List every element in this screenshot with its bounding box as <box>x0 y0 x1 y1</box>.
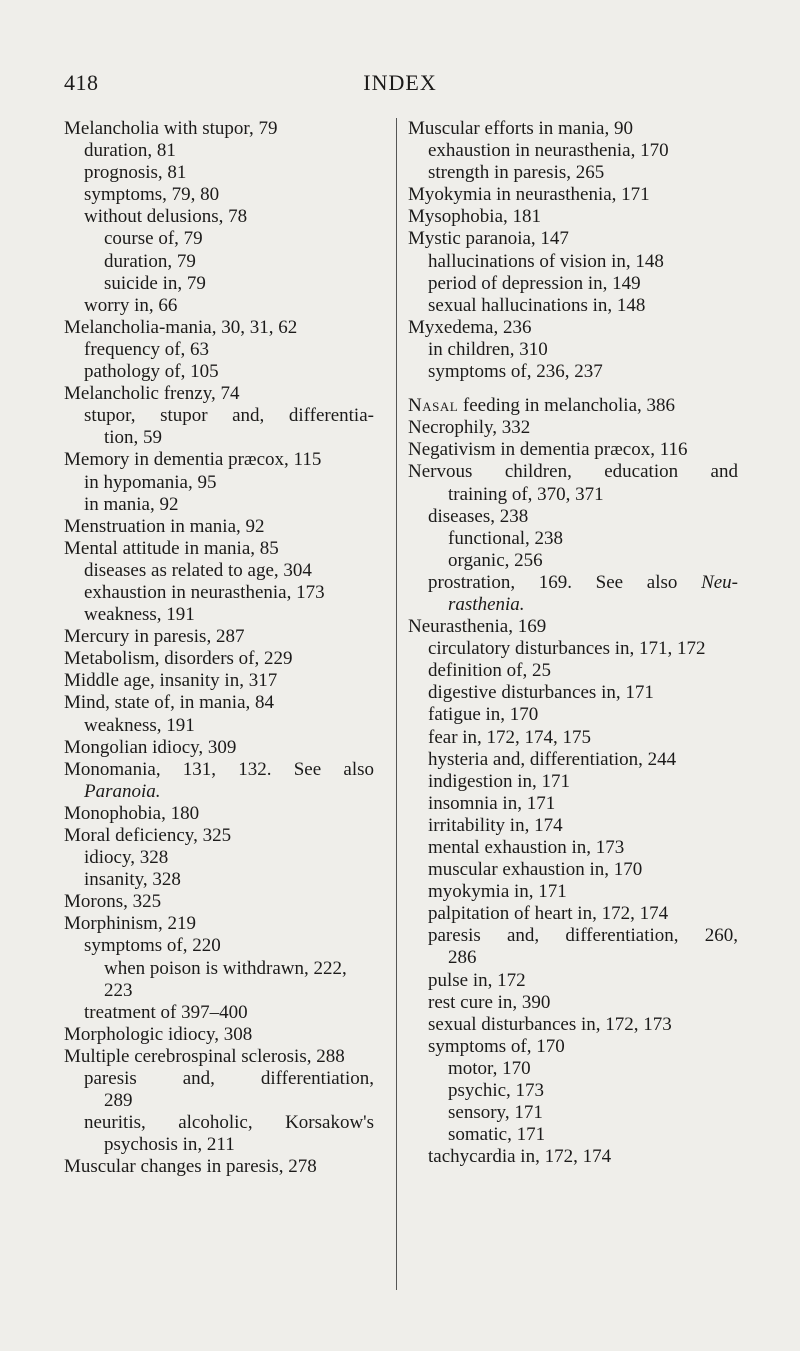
index-entry: Morphologic idiocy, 308 <box>64 1023 253 1045</box>
column-divider <box>396 118 397 1290</box>
index-entry: symptoms, 79, 80 <box>84 184 220 206</box>
index-entry: Melancholic frenzy, 74 <box>64 383 240 405</box>
index-entry: without delusions, 78 <box>84 206 248 228</box>
index-entry: Menstruation in mania, 92 <box>64 515 265 537</box>
index-entry: Paranoia. <box>84 780 161 802</box>
index-entry: Negativism in dementia præcox, 116 <box>408 439 688 461</box>
index-entry: stupor, stupor and, differentia- <box>84 405 374 427</box>
index-entry: sexual hallucinations in, 148 <box>428 294 646 316</box>
index-entry: exhaustion in neurasthenia, 170 <box>428 140 669 162</box>
index-entry: Mongolian idiocy, 309 <box>64 736 237 758</box>
index-entry: tion, 59 <box>104 427 163 449</box>
index-entry: prognosis, 81 <box>84 162 187 184</box>
index-entry: period of depression in, 149 <box>428 272 641 294</box>
index-entry: fatigue in, 170 <box>428 704 539 726</box>
index-entry: weakness, 191 <box>84 604 195 626</box>
index-entry: prostration, 169. See also Neu- <box>428 571 738 593</box>
index-entry: 223 <box>104 979 133 1001</box>
running-head: INDEX <box>363 70 437 95</box>
index-entry: 289 <box>104 1090 133 1112</box>
index-entry: duration, 81 <box>84 140 176 162</box>
index-entry: diseases, 238 <box>428 505 529 527</box>
index-entry: fear in, 172, 174, 175 <box>428 726 592 748</box>
index-entry: course of, 79 <box>104 228 203 250</box>
index-entry: Monophobia, 180 <box>64 802 200 824</box>
index-entry: irritability in, 174 <box>428 814 563 836</box>
index-entry: Mystic paranoia, 147 <box>408 228 569 250</box>
index-entry: training of, 370, 371 <box>448 483 604 505</box>
index-entry: treatment of 397–400 <box>84 1001 248 1023</box>
index-entry: Neurasthenia, 169 <box>408 616 547 638</box>
index-entry: Monomania, 131, 132. See also <box>64 758 374 780</box>
index-entry: digestive disturbances in, 171 <box>428 682 654 704</box>
index-entry: Myokymia in neurasthenia, 171 <box>408 184 650 206</box>
index-entry: palpitation of heart in, 172, 174 <box>428 903 669 925</box>
index-entry: 286 <box>448 947 477 969</box>
index-entry: Mysophobia, 181 <box>408 206 541 228</box>
index-entry: Mercury in paresis, 287 <box>64 626 245 648</box>
index-entry: symptoms of, 170 <box>428 1035 565 1057</box>
index-entry: in children, 310 <box>428 338 548 360</box>
index-entry: psychic, 173 <box>448 1080 545 1102</box>
index-entry: Multiple cerebrospinal sclerosis, 288 <box>64 1045 345 1067</box>
index-entry: duration, 79 <box>104 250 196 272</box>
index-entry: exhaustion in neurasthenia, 173 <box>84 581 325 603</box>
index-entry: sensory, 171 <box>448 1102 543 1124</box>
index-entry: symptoms of, 236, 237 <box>428 361 603 383</box>
index-entry: Middle age, insanity in, 317 <box>64 670 278 692</box>
index-entry: frequency of, 63 <box>84 338 210 360</box>
index-column-right <box>408 118 738 1168</box>
index-entry: Myxedema, 236 <box>408 316 532 338</box>
index-entry: pulse in, 172 <box>428 969 526 991</box>
index-entry: Nervous children, education and <box>408 461 738 483</box>
index-entry: Melancholia-mania, 30, 31, 62 <box>64 316 298 338</box>
page-header <box>0 70 800 100</box>
index-entry: indigestion in, 171 <box>428 770 570 792</box>
index-entry: Muscular efforts in mania, 90 <box>408 118 633 139</box>
index-entry: idiocy, 328 <box>84 847 169 869</box>
index-entry: sexual disturbances in, 172, 173 <box>428 1013 672 1035</box>
index-entry: in mania, 92 <box>84 493 179 515</box>
index-entry: hallucinations of vision in, 148 <box>428 250 664 272</box>
index-entry: somatic, 171 <box>448 1124 546 1146</box>
index-entry: rest cure in, 390 <box>428 991 551 1013</box>
page-number: 418 <box>64 70 99 95</box>
index-entry: suicide in, 79 <box>104 272 206 294</box>
index-entry: Morons, 325 <box>64 891 162 913</box>
index-entry: in hypomania, 95 <box>84 471 217 493</box>
index-entry: Mental attitude in mania, 85 <box>64 537 279 559</box>
index-entry: Necrophily, 332 <box>408 417 531 439</box>
index-entry: psychosis in, 211 <box>104 1134 235 1156</box>
index-entry: functional, 238 <box>448 527 564 549</box>
index-entry: myokymia in, 171 <box>428 881 567 903</box>
index-entry: diseases as related to age, 304 <box>84 559 312 581</box>
index-entry: Mind, state of, in mania, 84 <box>64 692 275 714</box>
index-entry: pathology of, 105 <box>84 361 219 383</box>
index-entry: strength in paresis, 265 <box>428 162 605 184</box>
index-entry: Moral deficiency, 325 <box>64 825 232 846</box>
index-entry: rasthenia. <box>448 593 525 615</box>
index-entry: paresis and, differentiation, <box>84 1068 374 1090</box>
index-entry: hysteria and, differentiation, 244 <box>428 748 677 770</box>
index-entry: circulatory disturbances in, 171, 172 <box>428 638 706 660</box>
index-entry: tachycardia in, 172, 174 <box>428 1146 612 1168</box>
index-entry: weakness, 191 <box>84 714 195 736</box>
index-entry: paresis and, differentiation, 260, <box>428 925 738 947</box>
index-entry: muscular exhaustion in, 170 <box>428 859 643 881</box>
index-entry: motor, 170 <box>448 1057 531 1079</box>
index-entry: definition of, 25 <box>428 660 551 682</box>
index-entry: neuritis, alcoholic, Korsakow's <box>84 1112 374 1134</box>
index-entry: Nasal feeding in melancholia, 386 <box>408 395 676 417</box>
index-entry: Melancholia with stupor, 79 <box>64 118 278 139</box>
index-entry: Metabolism, disorders of, 229 <box>64 648 293 670</box>
index-entry: Memory in dementia præcox, 115 <box>64 449 322 471</box>
index-entry: worry in, 66 <box>84 294 178 316</box>
index-entry: insomnia in, 171 <box>428 792 556 814</box>
index-entry: Muscular changes in paresis, 278 <box>64 1156 317 1178</box>
index-entry: symptoms of, 220 <box>84 935 221 957</box>
index-column-left <box>64 118 374 1179</box>
index-entry: Morphinism, 219 <box>64 913 196 935</box>
index-entry: organic, 256 <box>448 549 543 571</box>
index-entry: when poison is withdrawn, 222, <box>104 957 347 979</box>
index-entry: mental exhaustion in, 173 <box>428 837 625 858</box>
index-entry: insanity, 328 <box>84 869 181 891</box>
